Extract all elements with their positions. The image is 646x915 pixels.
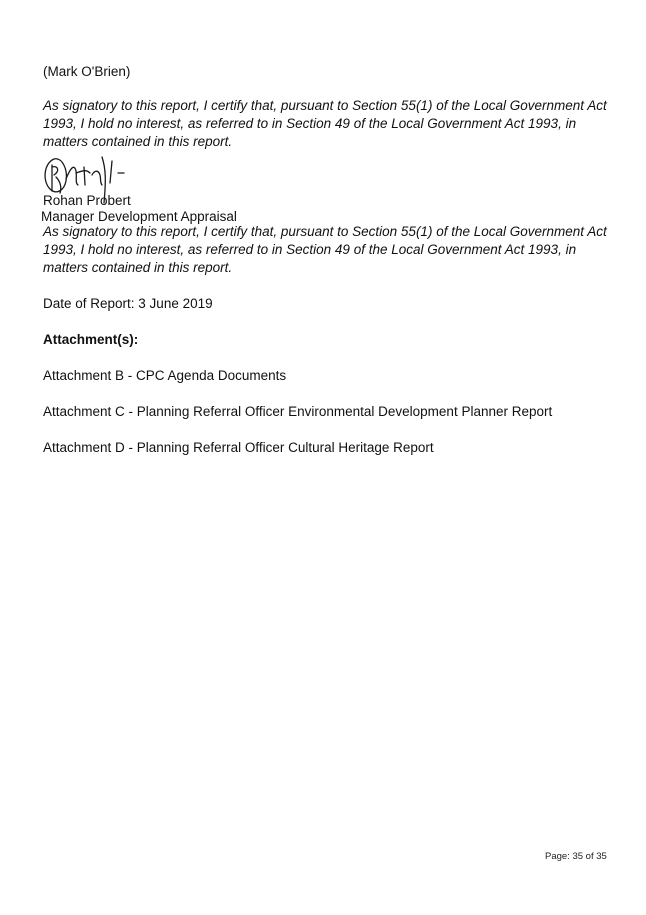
- attachments-heading: Attachment(s):: [43, 332, 139, 347]
- attachment-item[interactable]: Attachment C - Planning Referral Officer Environmental Development Planner Report: [43, 404, 553, 419]
- signatory-two-name: Rohan Probert: [43, 193, 131, 208]
- attachment-item[interactable]: Attachment B - CPC Agenda Documents: [43, 368, 287, 383]
- signatory-two-title: Manager Development Appraisal: [41, 209, 237, 224]
- signatory-one-name: (Mark O'Brien): [43, 64, 131, 79]
- page-number: Page: 35 of 35: [545, 851, 607, 862]
- certification-one: As signatory to this report, I certify that, pursuant to Section 55(1) of the Local Government Act 1993, I hold no interest, as referred to in Section 49 of the Local Government Act 1993, in matters contained in this report.: [43, 98, 607, 149]
- date-of-report: Date of Report: 3 June 2019: [43, 296, 213, 311]
- attachment-item[interactable]: Attachment D - Planning Referral Officer Cultural Heritage Report: [43, 440, 434, 455]
- certification-two: As signatory to this report, I certify that, pursuant to Section 55(1) of the Local Government Act 1993, I hold no interest, as referred to in Section 49 of the Local Government Act 1993, in matters contained in this report.: [43, 224, 607, 275]
